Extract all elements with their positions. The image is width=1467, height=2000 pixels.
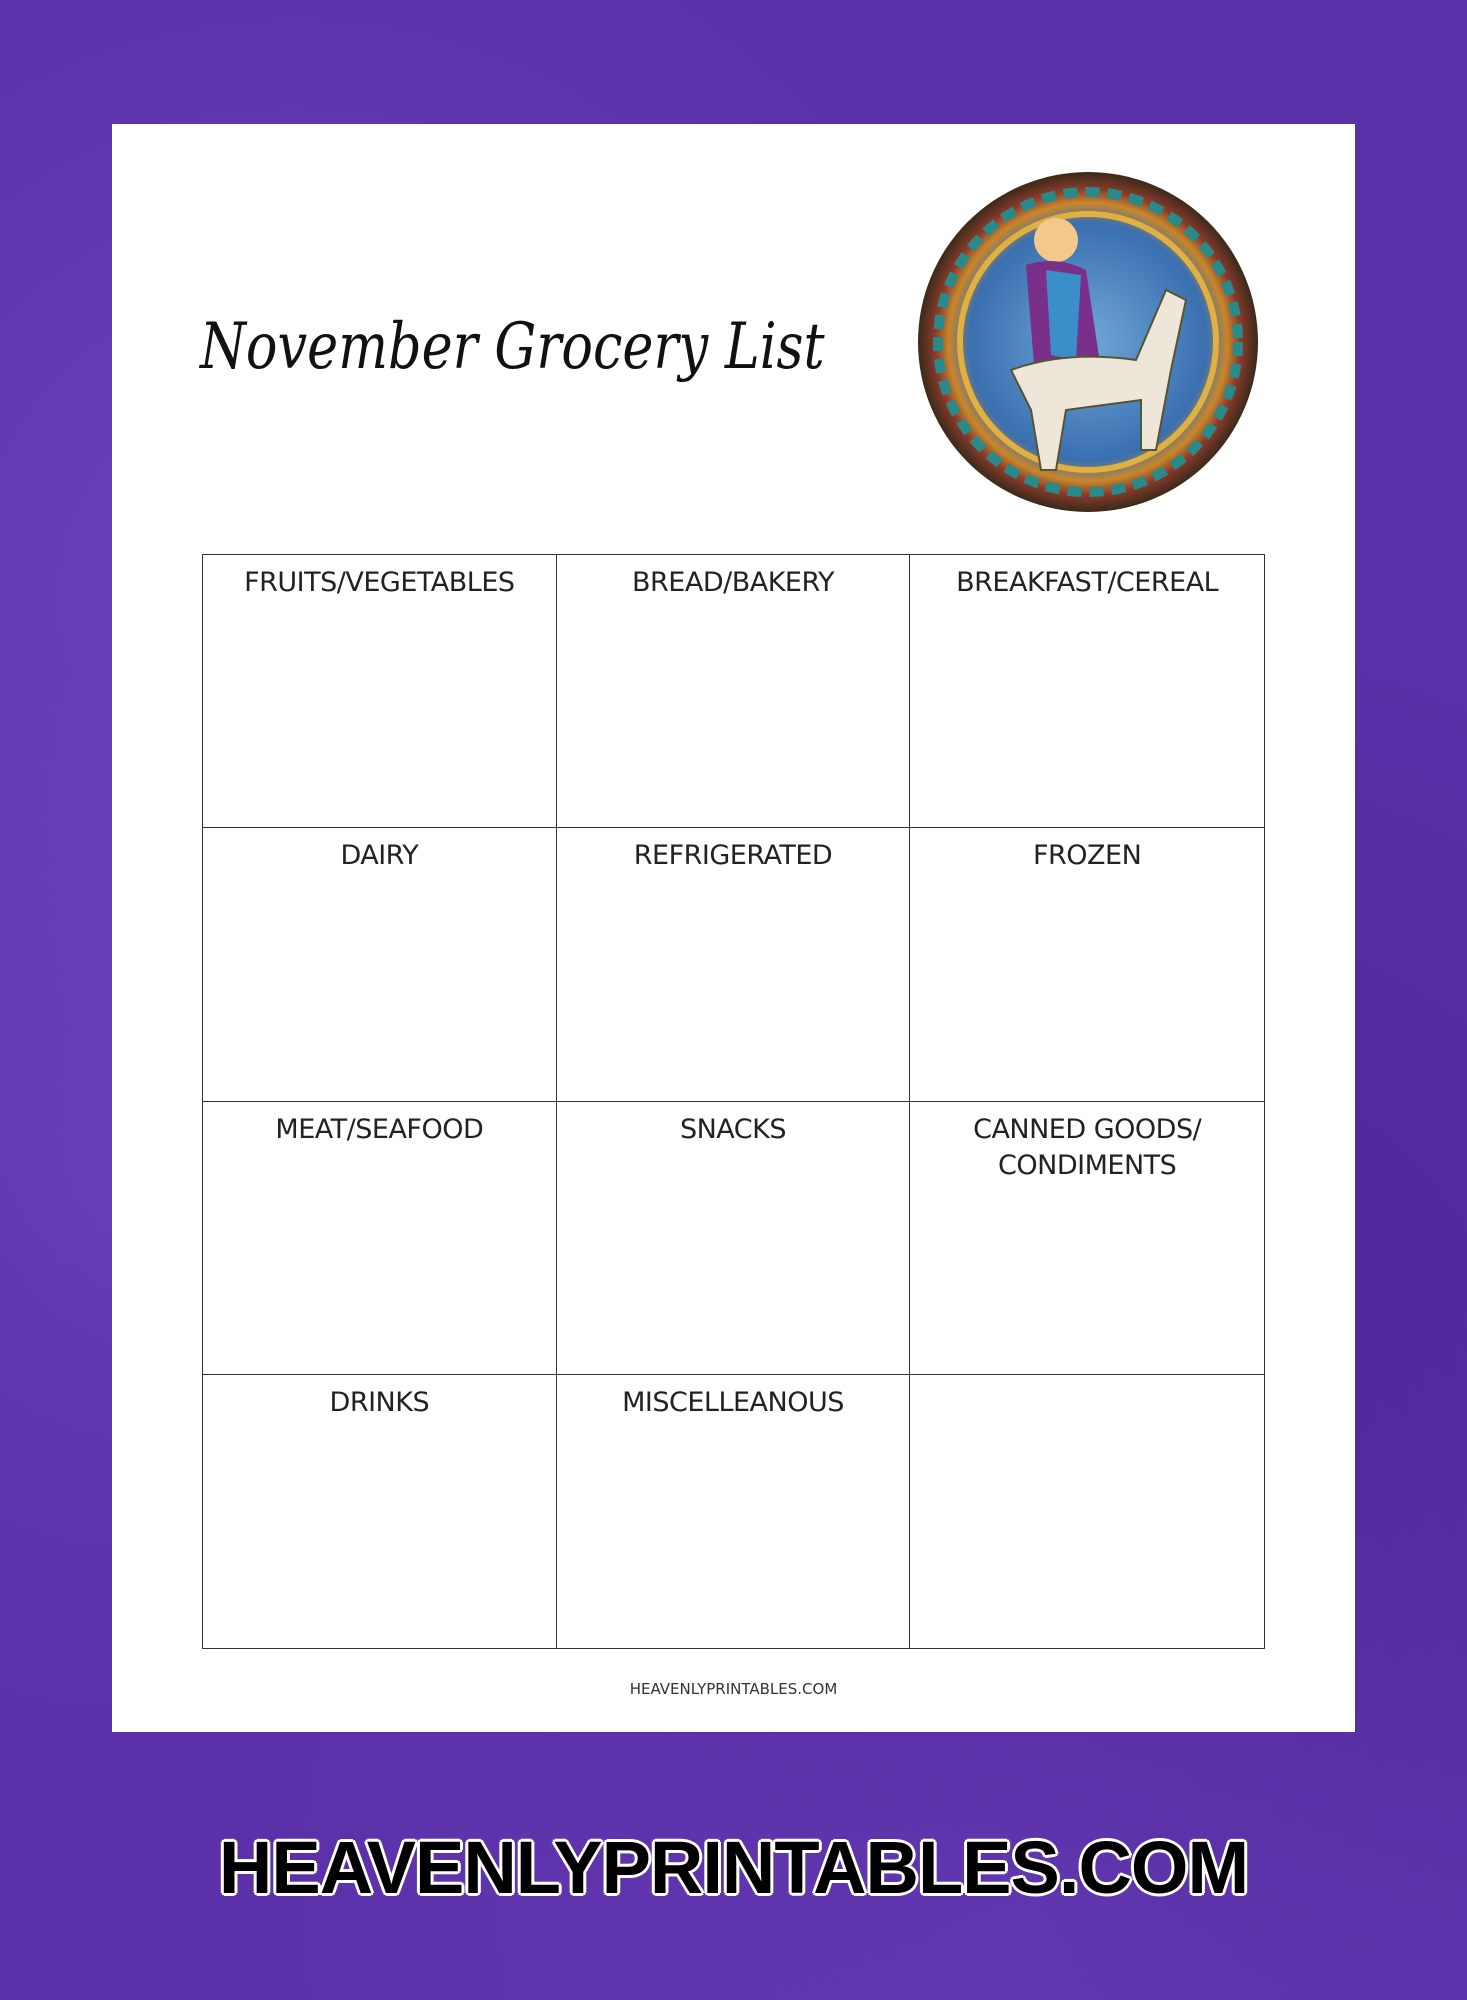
grocery-grid [202, 554, 1265, 1649]
category-fruits-vegetables: FRUITS/VEGETABLES [203, 555, 557, 828]
category-frozen: FROZEN [910, 828, 1264, 1101]
brand-banner: HEAVENLYPRINTABLES.COM [218, 1826, 1249, 1909]
category-canned-goods: CANNED GOODS/ CONDIMENTS [910, 1102, 1264, 1375]
category-miscellaneous: MISCELLEANOUS [557, 1375, 911, 1648]
page-title: November Grocery List [200, 310, 825, 384]
category-dairy: DAIRY [203, 828, 557, 1101]
category-breakfast-cereal: BREAKFAST/CEREAL [910, 555, 1264, 828]
stained-glass-illustration [916, 170, 1260, 514]
category-refrigerated: REFRIGERATED [557, 828, 911, 1101]
category-meat-seafood: MEAT/SEAFOOD [203, 1102, 557, 1375]
category-empty [910, 1375, 1264, 1648]
category-drinks: DRINKS [203, 1375, 557, 1648]
category-snacks: SNACKS [557, 1102, 911, 1375]
category-bread-bakery: BREAD/BAKERY [557, 555, 911, 828]
footer-url: HEAVENLYPRINTABLES.COM [629, 1680, 838, 1698]
